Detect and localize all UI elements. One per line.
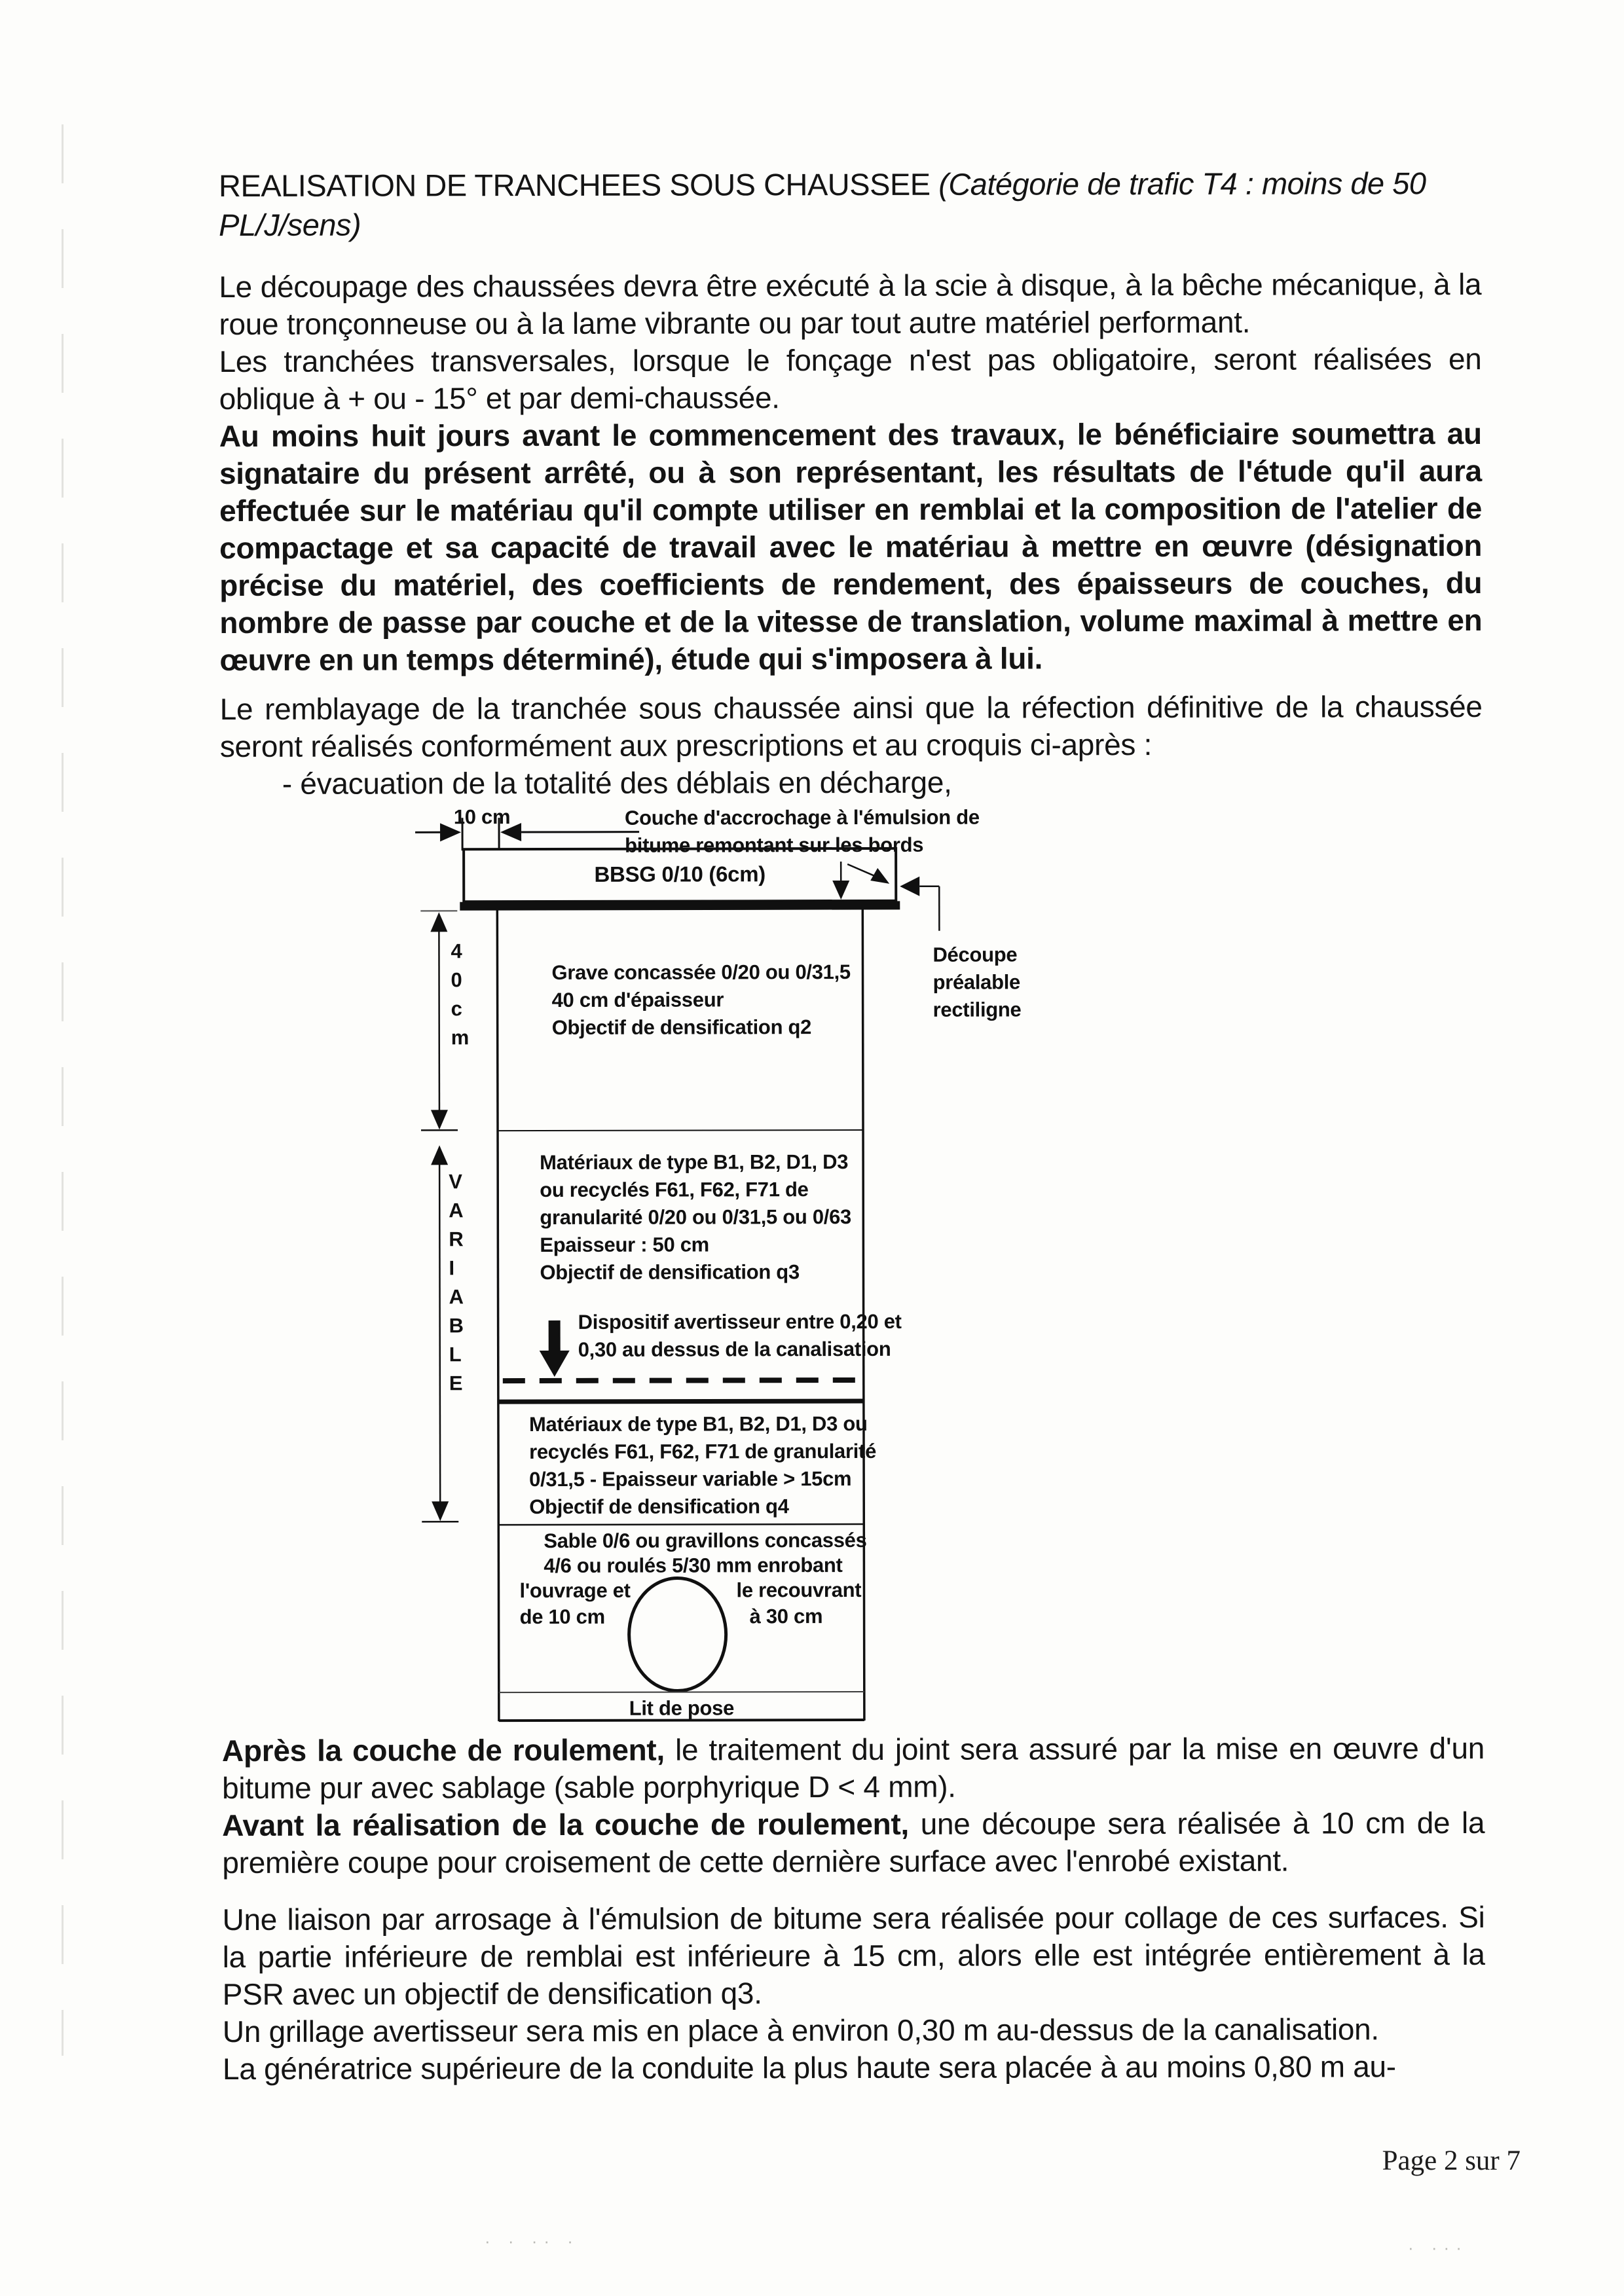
bedding-sand-left1: l'ouvrage et — [519, 1578, 631, 1603]
layer-q3-line2: ou recyclés F61, F62, F71 de — [540, 1178, 809, 1201]
paragraph-tranchees-transversales: Les tranchées transversales, lorsque le fonçage n'est pas obligatoire, seront réalisées en oblique à + ou - 15° et par demi-chaussée. — [219, 341, 1482, 416]
title-traffic-category: (Catégorie de trafic T4 : moins de 50 PL/J/sens) — [219, 166, 1426, 243]
bedding-sand-label — [544, 1528, 866, 1578]
warning-device-line1: Dispositif avertisseur entre 0,20 et — [578, 1309, 902, 1334]
dimension-40cm-label: 40cm — [451, 939, 470, 1049]
tack-coat-label-line1: Couche d'accrochage à l'émulsion de — [624, 805, 980, 829]
layer-q2-label — [551, 958, 851, 1042]
document-content — [219, 164, 1485, 2088]
paragraph-generatrice: La génératrice supérieure de la conduite la plus haute sera placée à au moins 0,80 m au- — [222, 2049, 1396, 2086]
paragraph-liaison-emulsion: Une liaison par arrosage à l'émulsion de bitume sera réalisée pour collage de ces surfaces. Si la partie inférieure de remblai est inférieure à 15 cm, alors elle est intégrée entièrement à la PSR avec un objectif de densification q3. — [222, 1899, 1485, 2012]
layer-q3-line1: Matériaux de type B1, B2, D1, D3 — [540, 1150, 849, 1174]
bedding-sand-right1: le recouvrant — [736, 1578, 862, 1602]
bedding-sand-line1: Sable 0/6 ou gravillons concassés — [544, 1528, 867, 1552]
layer-q3-line3: granularité 0/20 ou 0/31,5 ou 0/63 — [540, 1205, 852, 1229]
dimension-10cm-label: 10 cm — [453, 805, 511, 829]
scan-artifact-smudge-center: · · ·· · — [485, 2231, 580, 2251]
list-item-evacuation-deblais: - évacuation de la totalité des déblais en décharge, — [282, 765, 952, 801]
layer-q2-line2: 40 cm d'épaisseur — [551, 988, 724, 1011]
densification-q2-value: q2 — [788, 1015, 812, 1039]
densification-q3-value: q3 — [776, 1260, 800, 1284]
layer-q4-label — [529, 1410, 876, 1521]
preliminary-cut-line3: rectiligne — [932, 998, 1022, 1021]
tack-coat-label-line2: bitume remontant sur les bords — [625, 833, 924, 857]
scan-artifact-left-line — [62, 124, 64, 2056]
paragraph-decoupage-chaussees: Le découpage des chaussées devra être exécuté à la scie à disque, à la bêche mécanique, à la roue tronçonneuse ou à la lame vibrante ou par tout autre matériel performant. — [219, 266, 1482, 342]
layer-q4-line1: Matériaux de type B1, B2, D1, D3 ou — [528, 1412, 868, 1436]
avant-couche-lead: Avant la réalisation de la couche de roulement, — [222, 1806, 909, 1843]
page-number: Page 2 sur 7 — [1382, 2145, 1521, 2176]
bedding-sand-line2: 4/6 ou roulés 5/30 mm enrobant — [544, 1554, 843, 1577]
bbsg-layer-label: BBSG 0/10 (6cm) — [594, 862, 766, 886]
paragraph-avant-couche: Avant la réalisation de la couche de roulement, une découpe sera réalisée à 10 cm de la première coupe pour croisement de cette dernière surface avec l'enrobé existant. — [222, 1805, 1485, 1880]
paragraph-remblayage: Le remblayage de la tranchée sous chaussée ainsi que la réfection définitive de la chaussée seront réalisés conformément aux prescriptions et au croquis ci-après : — [219, 689, 1483, 764]
apres-couche-lead: Après la couche de roulement, — [221, 1732, 665, 1768]
document-title — [219, 164, 1481, 245]
layer-q4-line3: 0/31,5 - Epaisseur variable > 15cm — [529, 1467, 852, 1491]
densification-q4-value: q4 — [765, 1495, 789, 1518]
bedding-sand-right2: à 30 cm — [749, 1605, 823, 1628]
dimension-variable-label: VARIABLE — [449, 1170, 464, 1395]
layer-q2-line1: Grave concassée 0/20 ou 0/31,5 — [551, 960, 851, 984]
warning-device-label — [578, 1308, 902, 1364]
layer-q4-line2: recyclés F61, F62, F71 de granularité — [529, 1439, 877, 1464]
paragraph-grillage-avertisseur: Un grillage avertisseur sera mis en place à environ 0,30 m au-dessus de la canalisation. — [222, 2012, 1379, 2049]
layer-q4-objectif: Objectif de densification q4 — [529, 1495, 789, 1519]
layer-q3-line4: Epaisseur : 50 cm — [540, 1233, 709, 1256]
preliminary-cut-line1: Découpe — [932, 943, 1018, 966]
layer-q3-label — [540, 1148, 851, 1286]
bedding-sand-left2: de 10 cm — [519, 1605, 605, 1629]
layer-q3-objectif: Objectif de densification q3 — [540, 1260, 800, 1284]
tack-coat-label — [625, 804, 980, 860]
preliminary-cut-label — [932, 941, 1021, 1023]
paragraph-etude-compactage: Au moins huit jours avant le commencement des travaux, le bénéficiaire soumettra au signataire du présent arrêté, ou à son représentant, les résultats de l'étude qu'il aura effectuée sur le matériau qu'il compte utiliser en remblai et la composition de l'atelier de compactage et sa capacité de travail avec le matériau à mettre en œuvre (désignation précise du matériel, des coefficients de rendement, des épaisseurs de couches, du nombre de passe par couche et de la vitesse de translation, volume maximal à mettre en œuvre en un temps déterminé), étude qui s'imposera à lui. — [219, 416, 1483, 678]
title-text: REALISATION DE TRANCHEES SOUS CHAUSSEE — [218, 166, 939, 204]
paragraph-apres-couche: Après la couche de roulement, le traitement du joint sera assuré par la mise en œuvre d'un bitume pur avec sablage (sable porphyrique D < 4 mm). — [221, 1730, 1485, 1806]
trench-cross-section-figure — [220, 801, 1485, 1724]
scan-artifact-smudge-right: · ··· — [1408, 2238, 1468, 2257]
warning-device-line2: 0,30 au dessus de la canalisation — [578, 1337, 891, 1361]
preliminary-cut-line2: préalable — [932, 970, 1021, 994]
layer-q2-objectif: Objectif de densification q2 — [551, 1015, 812, 1039]
bedding-course-label: Lit de pose — [629, 1696, 735, 1720]
